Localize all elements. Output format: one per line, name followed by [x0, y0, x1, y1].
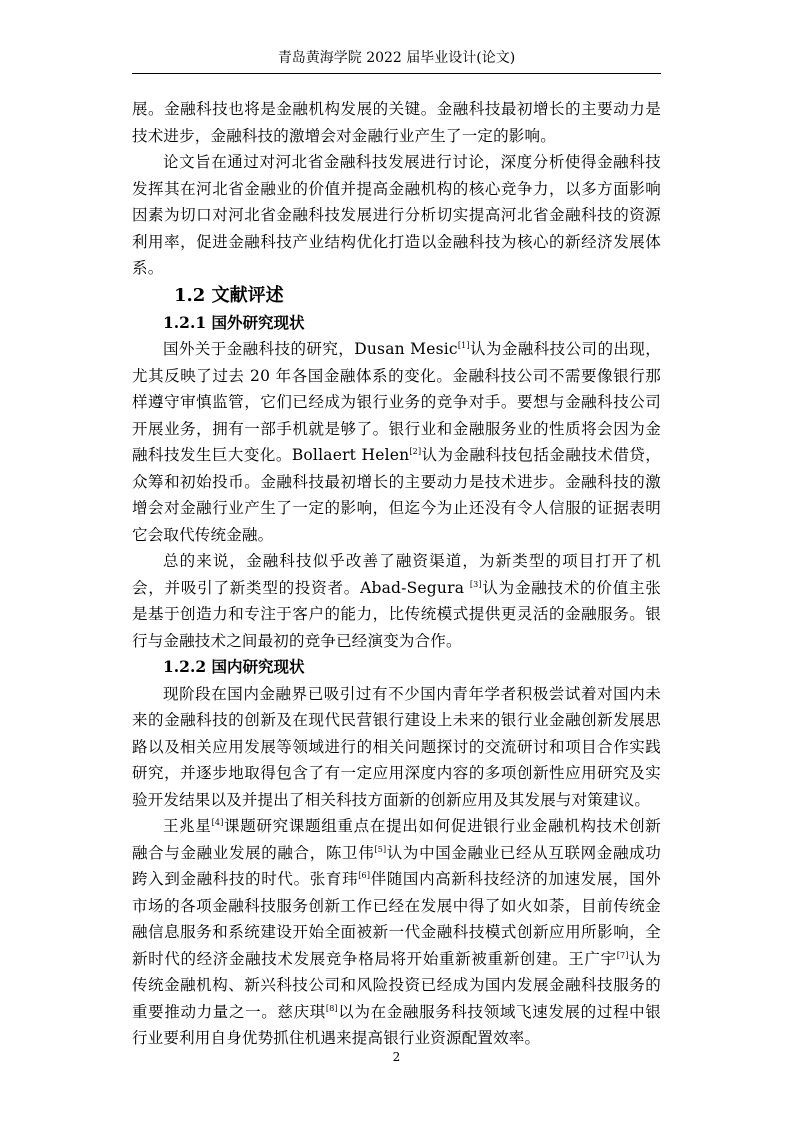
page-number: 2	[392, 1050, 401, 1064]
citation-ref-2: [2]	[409, 447, 422, 456]
text-run: 认为金融科技包括金融技术借贷，众筹和初始投币。金融科技最初增长的主要动力是技术进步。金融科技的激增会对金融行业产生了一定的影响，但迄今为止还没有令人信服的证据表明它会取代传统金融。	[132, 446, 661, 544]
citation-ref-7: [7]	[616, 950, 629, 960]
citation-ref-4: [4]	[211, 818, 224, 827]
paragraph-foreign-research-2	[132, 548, 661, 654]
text-run: 认为金融技术的价值主张是基于创造力和专注于客户的能力，比传统模式提供更灵活的金融服务。银行与金融技术之间最初的竞争已经演变为合作。	[132, 578, 661, 650]
citation-ref-1: [1]	[457, 341, 470, 350]
citation-ref-8: [8]	[325, 1003, 338, 1013]
citation-ref-6: [6]	[358, 871, 371, 880]
paragraph-domestic-research-2	[132, 813, 661, 1052]
header-divider	[132, 73, 661, 74]
text-run: 伴随国内高新科技经济的加速发展，国外市场的各项金融科技服务创新工作已经在发展中得了如火如荼，目前传统金融信息服务和系统建设开始全面被新一代金融科技模式创新应用所影响，全新时代的经济金融技术发展竞争格局将开始重新被重新创建。王广宇	[132, 870, 661, 968]
paragraph-continuation: 展。金融科技也将是金融机构发展的关键。金融科技最初增长的主要动力是技术进步，金融科技的激增会对金融行业产生了一定的影响。	[132, 100, 661, 145]
paragraph-foreign-research-1	[132, 336, 661, 548]
paragraph-domestic-research-1: 现阶段在国内金融界已吸引过有不少国内青年学者积极尝试着对国内未来的金融科技的创新及在现代民营银行建设上未来的银行业金融创新发展思路以及相关应用发展等领域进行的相关问题探讨的交流研讨和项目合作实践研究，并逐步地取得包含了有一定应用深度内容的多项创新性应用研究及实验开发结果以及并提出了相关科技方面新的创新应用及其发展与对策建议。	[132, 684, 661, 809]
text-run: 以为在金融服务科技领域飞速发展的过程中银行业要利用自身优势抓住机遇来提高银行业资源配置效率。	[132, 1002, 661, 1047]
text-run: 认为传统金融机构、新兴科技公司和风险投资已经成为国内发展金融科技服务的重要推动力量之一。慈庆琪	[132, 949, 661, 1021]
subsection-heading-domestic-research: 1.2.2 国内研究现状	[163, 657, 305, 676]
page-header-title: 青岛黄海学院 2022 届毕业设计(论文)	[277, 50, 516, 66]
text-run: 国外关于金融科技的研究，Dusan Mesic	[163, 340, 458, 358]
citation-ref-5: [5]	[374, 844, 387, 854]
paragraph-thesis-purpose: 论文旨在通过对河北省金融科技发展进行讨论，深度分析使得金融科技发挥其在河北省金融业的价值并提高金融机构的核心竞争力，以多方面影响因素为切口对河北省金融科技发展进行分析切实提高河北省金融科技的资源利用率，促进金融科技产业结构优化打造以金融科技为核心的新经济发展体系。	[132, 153, 661, 277]
section-heading-literature-review: 1.2 文献评述	[174, 284, 284, 306]
text-run: 王兆星	[163, 817, 212, 835]
subsection-heading-foreign-research: 1.2.1 国外研究现状	[163, 312, 305, 332]
text-run: 课题研究课题组重点在提出如何促进银行业金融机构技术创新融合与金融业发展的融合，陈卫伟	[132, 817, 661, 862]
document-body	[132, 96, 661, 1052]
citation-ref-3: [3]	[469, 579, 482, 589]
text-run: 总的来说，金融科技似乎改善了融资渠道，为新类型的项目打开了机会，并吸引了新类型的投资者。Abad-Segura	[132, 552, 661, 597]
text-run: 认为中国金融业已经从互联网金融成功跨入到金融科技的时代。张育玮	[132, 843, 661, 888]
text-run: 认为金融科技公司的出现，尤其反映了过去 20 年各国金融体系的变化。金融科技公司不需要像银行那样遵守审慎监管，它们已经成为银行业务的竞争对手。要想与金融科技公司开展业务，拥有一部手机就是够了。银行业和金融服务业的性质将会因为金融科技发生巨大变化。Bollaert Helen	[132, 340, 661, 464]
